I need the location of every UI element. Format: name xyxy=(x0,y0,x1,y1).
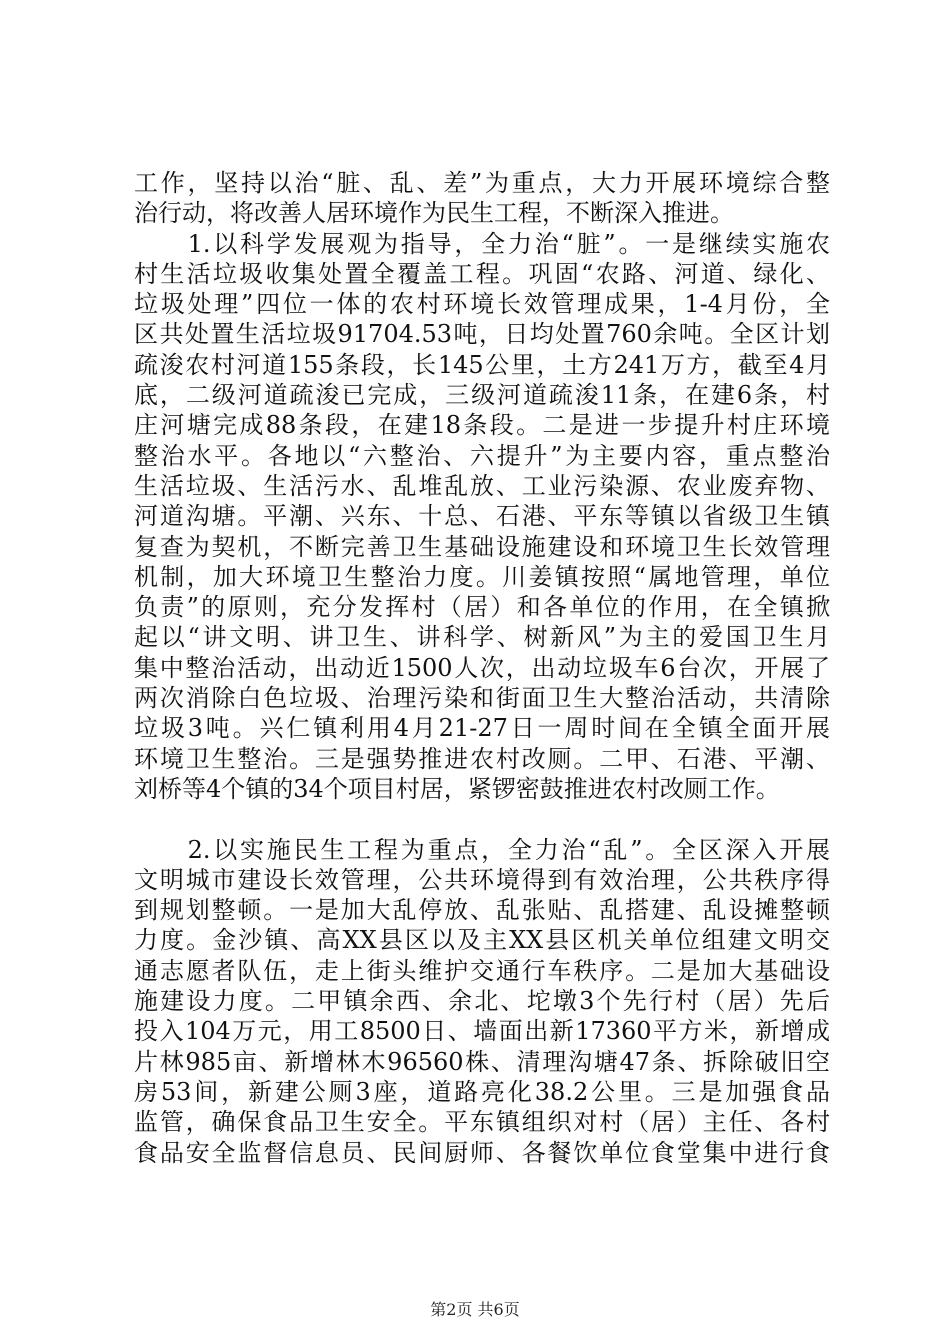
text-line: 机制，加大环境卫生整治力度。川姜镇按照“属地管理，单位 xyxy=(134,562,830,591)
text-line: 文明城市建设长效管理，公共环境得到有效治理，公共秩序得 xyxy=(134,865,830,894)
page-number: 第2页 共6页 xyxy=(430,1300,520,1319)
text-line: 负责”的原则，充分发挥村（居）和各单位的作用，在全镇掀 xyxy=(134,593,830,622)
text-line: 庄河塘完成88条段，在建18条段。二是进一步提升村庄环境 xyxy=(134,411,830,440)
paragraph-block-1 xyxy=(134,168,830,804)
paragraph-gap xyxy=(134,804,830,834)
text-line: 投入104万元，用工8500日、墙面出新17360平方米，新增成 xyxy=(134,1017,830,1046)
text-line: 整治水平。各地以“六整治、六提升”为主要内容，重点整治 xyxy=(134,441,830,470)
text-line: 区共处置生活垃圾91704.53吨，日均处置760余吨。全区计划 xyxy=(134,320,830,349)
text-line: 疏浚农村河道155条段，长145公里，土方241万方，截至4月 xyxy=(134,350,830,379)
text-line: 起以“讲文明、讲卫生、讲科学、树新风”为主的爱国卫生月 xyxy=(134,623,830,652)
text-line: 2.以实施民生工程为重点，全力治“乱”。全区深入开展 xyxy=(134,835,830,864)
text-line: 垃圾处理”四位一体的农村环境长效管理成果，1-4月份，全 xyxy=(134,290,830,319)
text-line: 河道沟塘。平潮、兴东、十总、石港、平东等镇以省级卫生镇 xyxy=(134,502,830,531)
text-line: 村生活垃圾收集处置全覆盖工程。巩固“农路、河道、绿化、 xyxy=(134,259,830,288)
text-line: 片林985亩、新增林木96560株、清理沟塘47条、拆除破旧空 xyxy=(134,1047,830,1076)
document-body xyxy=(134,168,830,1168)
text-line: 通志愿者队伍，走上街头维护交通行车秩序。二是加大基础设 xyxy=(134,956,830,985)
text-line: 复查为契机，不断完善卫生基础设施建设和环境卫生长效管理 xyxy=(134,532,830,561)
text-line: 施建设力度。二甲镇余西、余北、坨墩3个先行村（居）先后 xyxy=(134,987,830,1016)
text-line: 刘桥等4个镇的34个项目村居，紧锣密鼓推进农村改厕工作。 xyxy=(134,774,780,803)
text-line: 监管，确保食品卫生安全。平东镇组织对村（居）主任、各村 xyxy=(134,1108,830,1137)
text-line: 力度。金沙镇、高XX县区以及主XX县区机关单位组建文明交 xyxy=(134,926,830,955)
text-line: 到规划整顿。一是加大乱停放、乱张贴、乱搭建、乱设摊整顿 xyxy=(134,896,830,925)
text-line: 生活垃圾、生活污水、乱堆乱放、工业污染源、农业废弃物、 xyxy=(134,471,830,500)
text-line: 底，二级河道疏浚已完成，三级河道疏浚11条，在建6条，村 xyxy=(134,381,830,410)
text-line: 垃圾3吨。兴仁镇利用4月21-27日一周时间在全镇全面开展 xyxy=(134,714,830,743)
text-line: 环境卫生整治。三是强势推进农村改厕。二甲、石港、平潮、 xyxy=(134,744,830,773)
text-line: 集中整治活动，出动近1500人次，出动垃圾车6台次，开展了 xyxy=(134,653,830,682)
text-line: 食品安全监督信息员、民间厨师、各餐饮单位食堂集中进行食 xyxy=(134,1138,830,1167)
text-line: 两次消除白色垃圾、治理污染和街面卫生大整治活动，共清除 xyxy=(134,684,830,713)
page-footer xyxy=(0,1300,950,1320)
text-line: 房53间，新建公厕3座，道路亮化38.2公里。三是加强食品 xyxy=(134,1077,830,1106)
paragraph-block-2 xyxy=(134,835,830,1168)
text-line: 1.以科学发展观为指导，全力治“脏”。一是继续实施农 xyxy=(134,229,830,258)
text-line: 工作，坚持以治“脏、乱、差”为重点，大力开展环境综合整 xyxy=(134,169,830,197)
text-line: 治行动，将改善人居环境作为民生工程，不断深入推进。 xyxy=(134,199,734,228)
